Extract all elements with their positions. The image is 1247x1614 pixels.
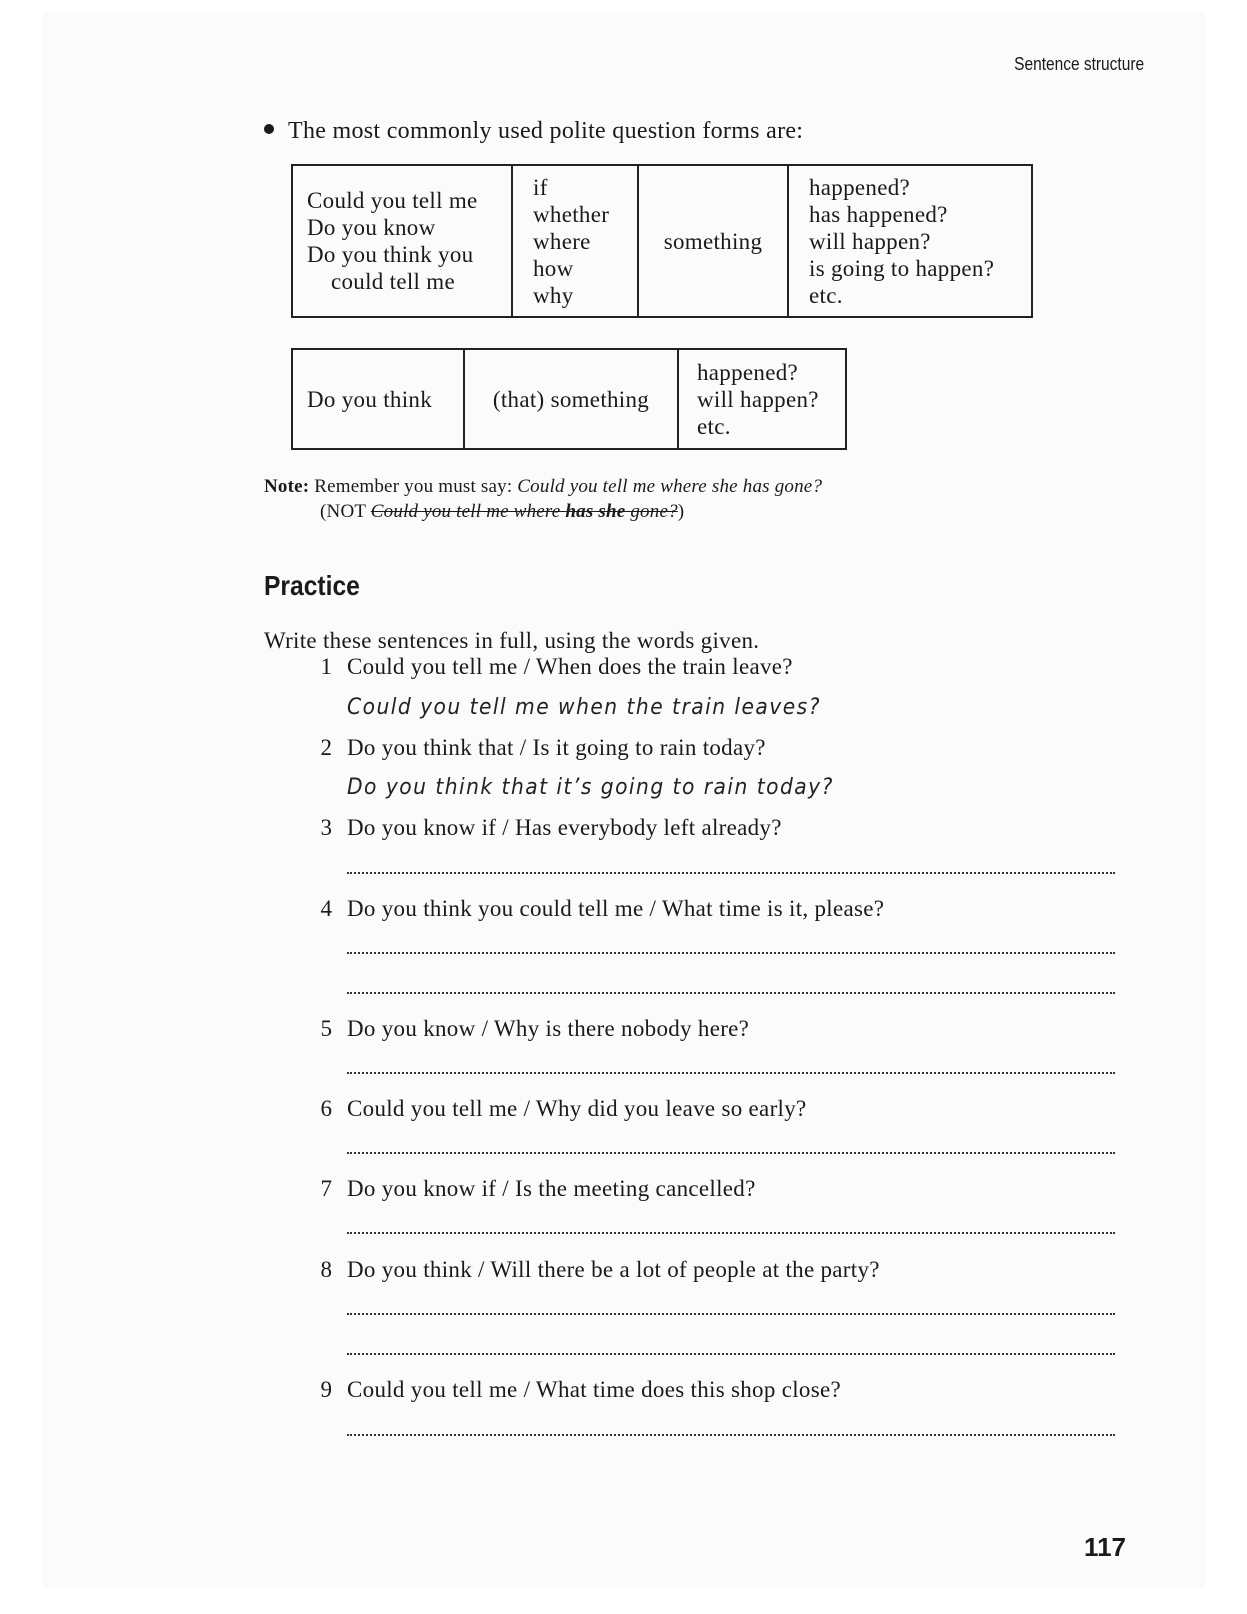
- answer-line[interactable]: [347, 1232, 1115, 1234]
- table2-col2: (that) something: [464, 349, 678, 449]
- table1-col2-line: where: [533, 228, 591, 254]
- practice-instruction: Write these sentences in full, using the words given.: [264, 628, 760, 653]
- note-text: Remember you must say:: [314, 476, 513, 497]
- note-wrong-example: [371, 501, 678, 522]
- item-number: 9: [320, 1377, 332, 1402]
- item-number: 5: [320, 1016, 332, 1041]
- note: [264, 474, 822, 524]
- table2-col1: Do you think: [292, 349, 464, 449]
- item-number: 7: [320, 1176, 332, 1201]
- table2-col3-line: happened?: [697, 359, 799, 385]
- answer-line[interactable]: [347, 992, 1115, 994]
- answer-line[interactable]: [347, 1434, 1115, 1436]
- running-header: Sentence structure: [1014, 54, 1144, 74]
- note-wrong-bold: has she: [565, 501, 626, 522]
- item-question: Do you think that / Is it going to rain today?: [347, 735, 766, 760]
- table1-col2: [512, 165, 638, 317]
- note-wrong-part: Could you tell me where: [370, 501, 561, 522]
- intro-bullet: [264, 118, 803, 145]
- item-number: 2: [320, 735, 332, 760]
- table1-col4-line: has happened?: [809, 201, 948, 227]
- note-not-open: (NOT: [320, 501, 366, 522]
- item-question: Do you know if / Is the meeting cancelled?: [347, 1176, 756, 1201]
- item-question: Do you know if / Has everybody left already?: [347, 815, 782, 840]
- table1-col3: something: [638, 165, 788, 317]
- table1-col4-line: etc.: [809, 282, 843, 308]
- note-label: Note:: [264, 476, 310, 497]
- table1-col1-line: Could you tell me: [307, 188, 478, 213]
- bullet-dot-icon: [264, 124, 274, 134]
- answer-line[interactable]: [347, 1072, 1115, 1074]
- item-question: Could you tell me / What time does this shop close?: [347, 1377, 841, 1402]
- table1-col2-line: if: [533, 174, 548, 200]
- note-close: ): [677, 501, 685, 522]
- note-line-2: [264, 499, 822, 524]
- answer-line[interactable]: [347, 872, 1115, 874]
- table1-col2-line: why: [533, 282, 574, 308]
- table1-col1-line: Do you think you: [307, 242, 474, 267]
- item-question: Could you tell me / Why did you leave so early?: [347, 1096, 807, 1121]
- table2-col3-line: etc.: [697, 413, 731, 439]
- page-number: 117: [1084, 1532, 1126, 1562]
- book-page: [44, 14, 1204, 1586]
- do-you-think-table: [291, 348, 847, 450]
- answer-line[interactable]: [347, 1313, 1115, 1315]
- answer-line[interactable]: [347, 1152, 1115, 1154]
- table1-col2-line: whether: [533, 201, 610, 227]
- practice-heading: Practice: [264, 570, 360, 601]
- table1-col4-line: is going to happen?: [809, 255, 995, 281]
- table2-col3: [678, 349, 846, 449]
- item-answer: Do you think that it’s going to rain today?: [347, 775, 834, 800]
- table1-col1-line: Do you know: [307, 215, 436, 240]
- note-wrong-part: gone?: [630, 501, 678, 522]
- item-question: Do you know / Why is there nobody here?: [347, 1016, 750, 1041]
- item-question: Could you tell me / When does the train leave?: [347, 654, 793, 679]
- table1-col4-line: happened?: [809, 174, 911, 200]
- note-correct-example: Could you tell me where she has gone?: [517, 476, 823, 497]
- intro-text: The most commonly used polite question forms are:: [288, 118, 804, 144]
- table1-col4-line: will happen?: [809, 228, 931, 254]
- item-number: 1: [320, 654, 332, 679]
- item-question: Do you think you could tell me / What time is it, please?: [347, 896, 885, 921]
- item-answer: Could you tell me when the train leaves?: [347, 695, 821, 720]
- item-number: 3: [320, 815, 332, 840]
- item-number: 8: [320, 1257, 332, 1282]
- item-number: 4: [320, 896, 332, 921]
- item-question: Do you think / Will there be a lot of people at the party?: [347, 1257, 880, 1282]
- answer-line[interactable]: [347, 952, 1115, 954]
- polite-forms-table: [291, 164, 1033, 318]
- answer-line[interactable]: [347, 1353, 1115, 1355]
- note-line-1: [264, 474, 822, 499]
- table1-col2-line: how: [533, 255, 574, 281]
- item-number: 6: [320, 1096, 332, 1121]
- table1-col1: [292, 165, 512, 317]
- table1-col1-line: could tell me: [331, 269, 455, 294]
- table2-col3-line: will happen?: [697, 386, 819, 412]
- table1-col4: [788, 165, 1032, 317]
